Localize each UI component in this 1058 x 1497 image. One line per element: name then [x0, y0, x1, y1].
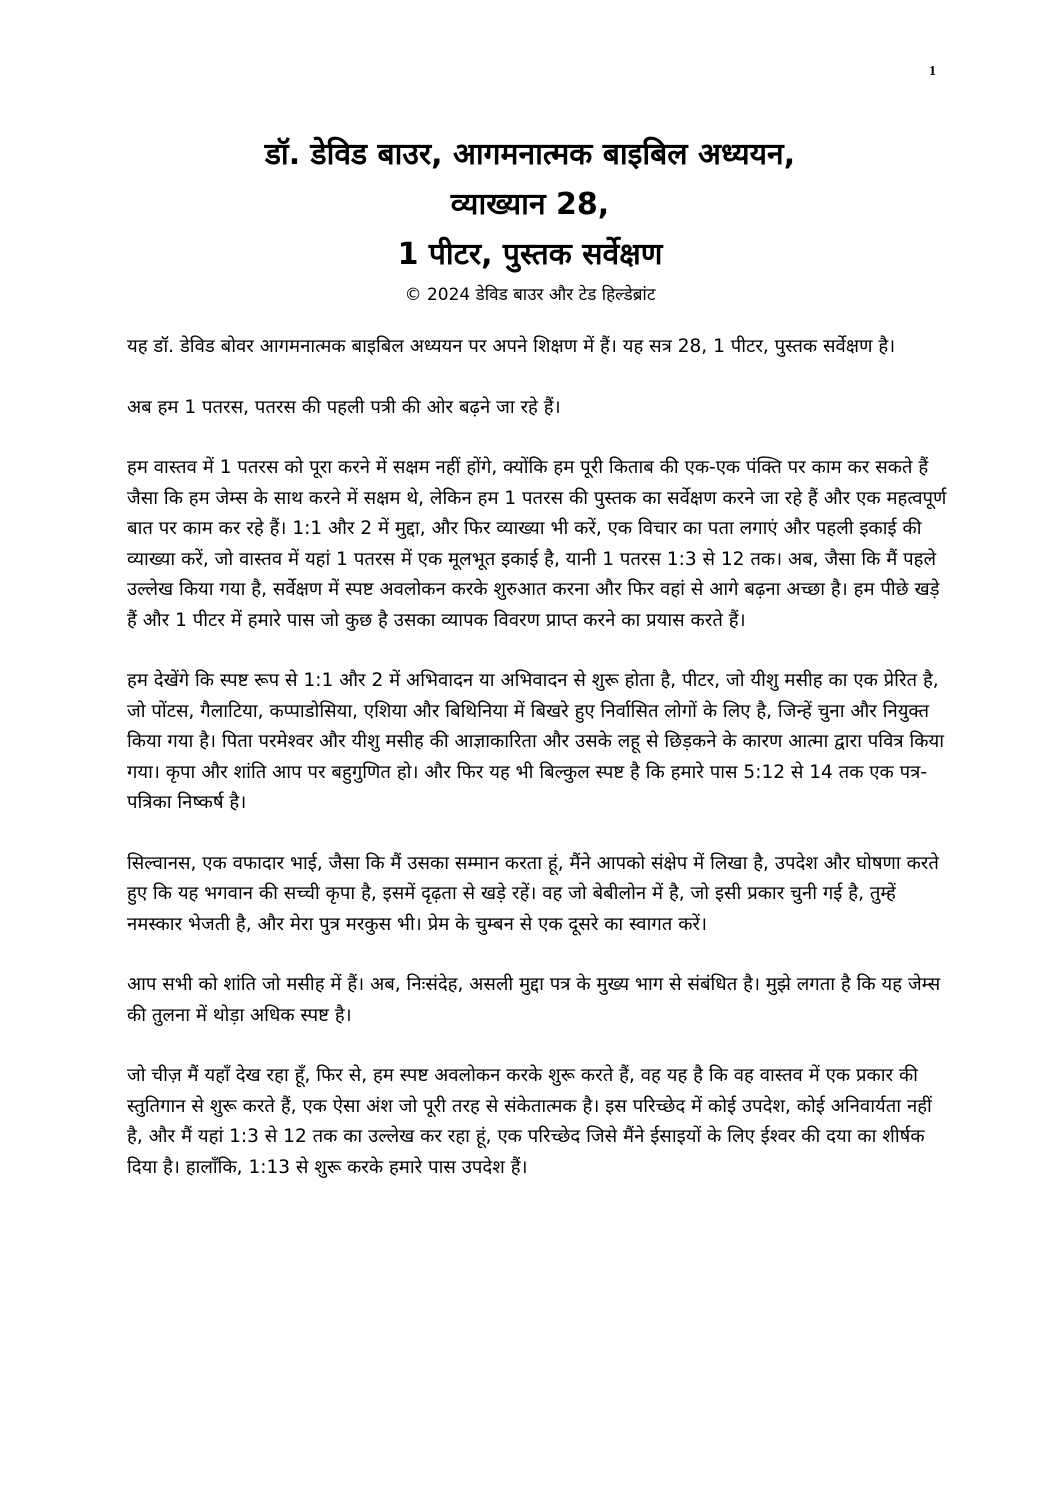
paragraph-6: आप सभी को शांति जो मसीह में हैं। अब, निःसंदेह, असली मुद्दा पत्र के मुख्य भाग से संबंधित है। मुझे लगता है कि यह जेम्स की तुलना में थोड़ा अधिक स्पष्ट है। [127, 974, 941, 1026]
paragraph-5: सिल्वानस, एक वफादार भाई, जैसा कि मैं उसका सम्मान करता हूं, मैंने आपको संक्षेप में लिखा है, उपदेश और घोषणा करते हुए कि यह भगवान की सच्ची कृपा है, इसमें दृढ़ता से खड़े रहें। वह जो बेबीलोन में है, जो इसी प्रकार चुनी गई है, तुम्हें नमस्कार भेजती है, और मेरा पुत्र मरकुस भी। प्रेम के चुम्बन से एक दूसरे का स्वागत करें। [127, 852, 939, 935]
page-number: 1 [929, 64, 936, 79]
paragraph-3: हम वास्तव में 1 पतरस को पूरा करने में सक्षम नहीं होंगे, क्योंकि हम पूरी किताब की एक-एक पंक्ति पर काम कर सकते हैं जैसा कि हम जेम्स के साथ करने में सक्षम थे, लेकिन हम 1 पतरस की पुस्तक का सर्वेक्षण करने जा रहे हैं और एक महत्वपूर्ण बात पर काम कर रहे हैं। 1:1 और 2 में मुद्दा, और फिर व्याख्या भी करें, एक विचार का पता लगाएं और पहली इकाई की व्याख्या करें, जो वास्तव में यहां 1 पतरस में एक मूलभूत इकाई है, यानी 1 पतरस 1:3 से 12 तक। अब, जैसा कि मैं पहले उल्लेख किया गया है, सर्वेक्षण में स्पष्ट अवलोकन करके शुरुआत करना और फिर वहां से आगे बढ़ना अच्छा है। हम पीछे खड़े हैं और 1 पीटर में हमारे पास जो कुछ है उसका व्यापक विवरण प्राप्त करने का प्रयास करते हैं। [127, 457, 947, 631]
title-block [110, 130, 950, 310]
paragraph-2: अब हम 1 पतरस, पतरस की पहली पत्री की ओर बढ़ने जा रहे हैं। [127, 396, 561, 418]
paragraph-1: यह डॉ. डेविड बोवर आगमनात्मक बाइबिल अध्ययन पर अपने शिक्षण में हैं। यह सत्र 28, 1 पीटर, पुस्तक सर्वेक्षण है। [127, 336, 896, 357]
title-line-3: 1 पीटर, पुस्तक सर्वेक्षण [397, 237, 663, 272]
title-line-1: डॉ. डेविड बाउर, आगमनात्मक बाइबिल अध्ययन, [264, 137, 796, 172]
paragraph-7: जो चीज़ मैं यहाँ देख रहा हूँ, फिर से, हम स्पष्ट अवलोकन करके शुरू करते हैं, वह यह है कि वह वास्तव में एक प्रकार की स्तुतिगान से शुरू करते हैं, एक ऐसा अंश जो पूरी तरह से संकेतात्मक है। इस परिच्छेद में कोई उपदेश, कोई अनिवार्यता नहीं है, और मैं यहां 1:3 से 12 तक का उल्लेख कर रहा हूं, एक परिच्छेद जिसे मैंने ईसाइयों के लिए ईश्वर की दया का शीर्षक दिया है। हालाँकि, 1:13 से शुरू करके हमारे पास उपदेश हैं। [127, 1065, 932, 1178]
copyright-line: © 2024 डेविड बाउर और टेड हिल्डेब्रांट [404, 285, 656, 305]
paragraph-4: हम देखेंगे कि स्पष्ट रूप से 1:1 और 2 में अभिवादन या अभिवादन से शुरू होता है, पीटर, जो यीशु मसीह का एक प्रेरित है, जो पोंटस, गैलाटिया, कप्पाडोसिया, एशिया और बिथिनिया में बिखरे हुए निर्वासित लोगों के लिए है, जिन्हें चुना और नियुक्त किया गया है। पिता परमेश्वर और यीशु मसीह की आज्ञाकारिता और उसके लहू से छिड़कने के कारण आत्मा द्वारा पवित्र किया गया। कृपा और शांति आप पर बहुगुणित हो। और फिर यह भी बिल्कुल स्पष्ट है कि हमारे पास 5:12 से 14 तक एक पत्र-पत्रिका निष्कर्ष है। [127, 670, 944, 813]
title-line-2: व्याख्यान 28, [450, 187, 610, 222]
body-text [127, 332, 947, 1213]
